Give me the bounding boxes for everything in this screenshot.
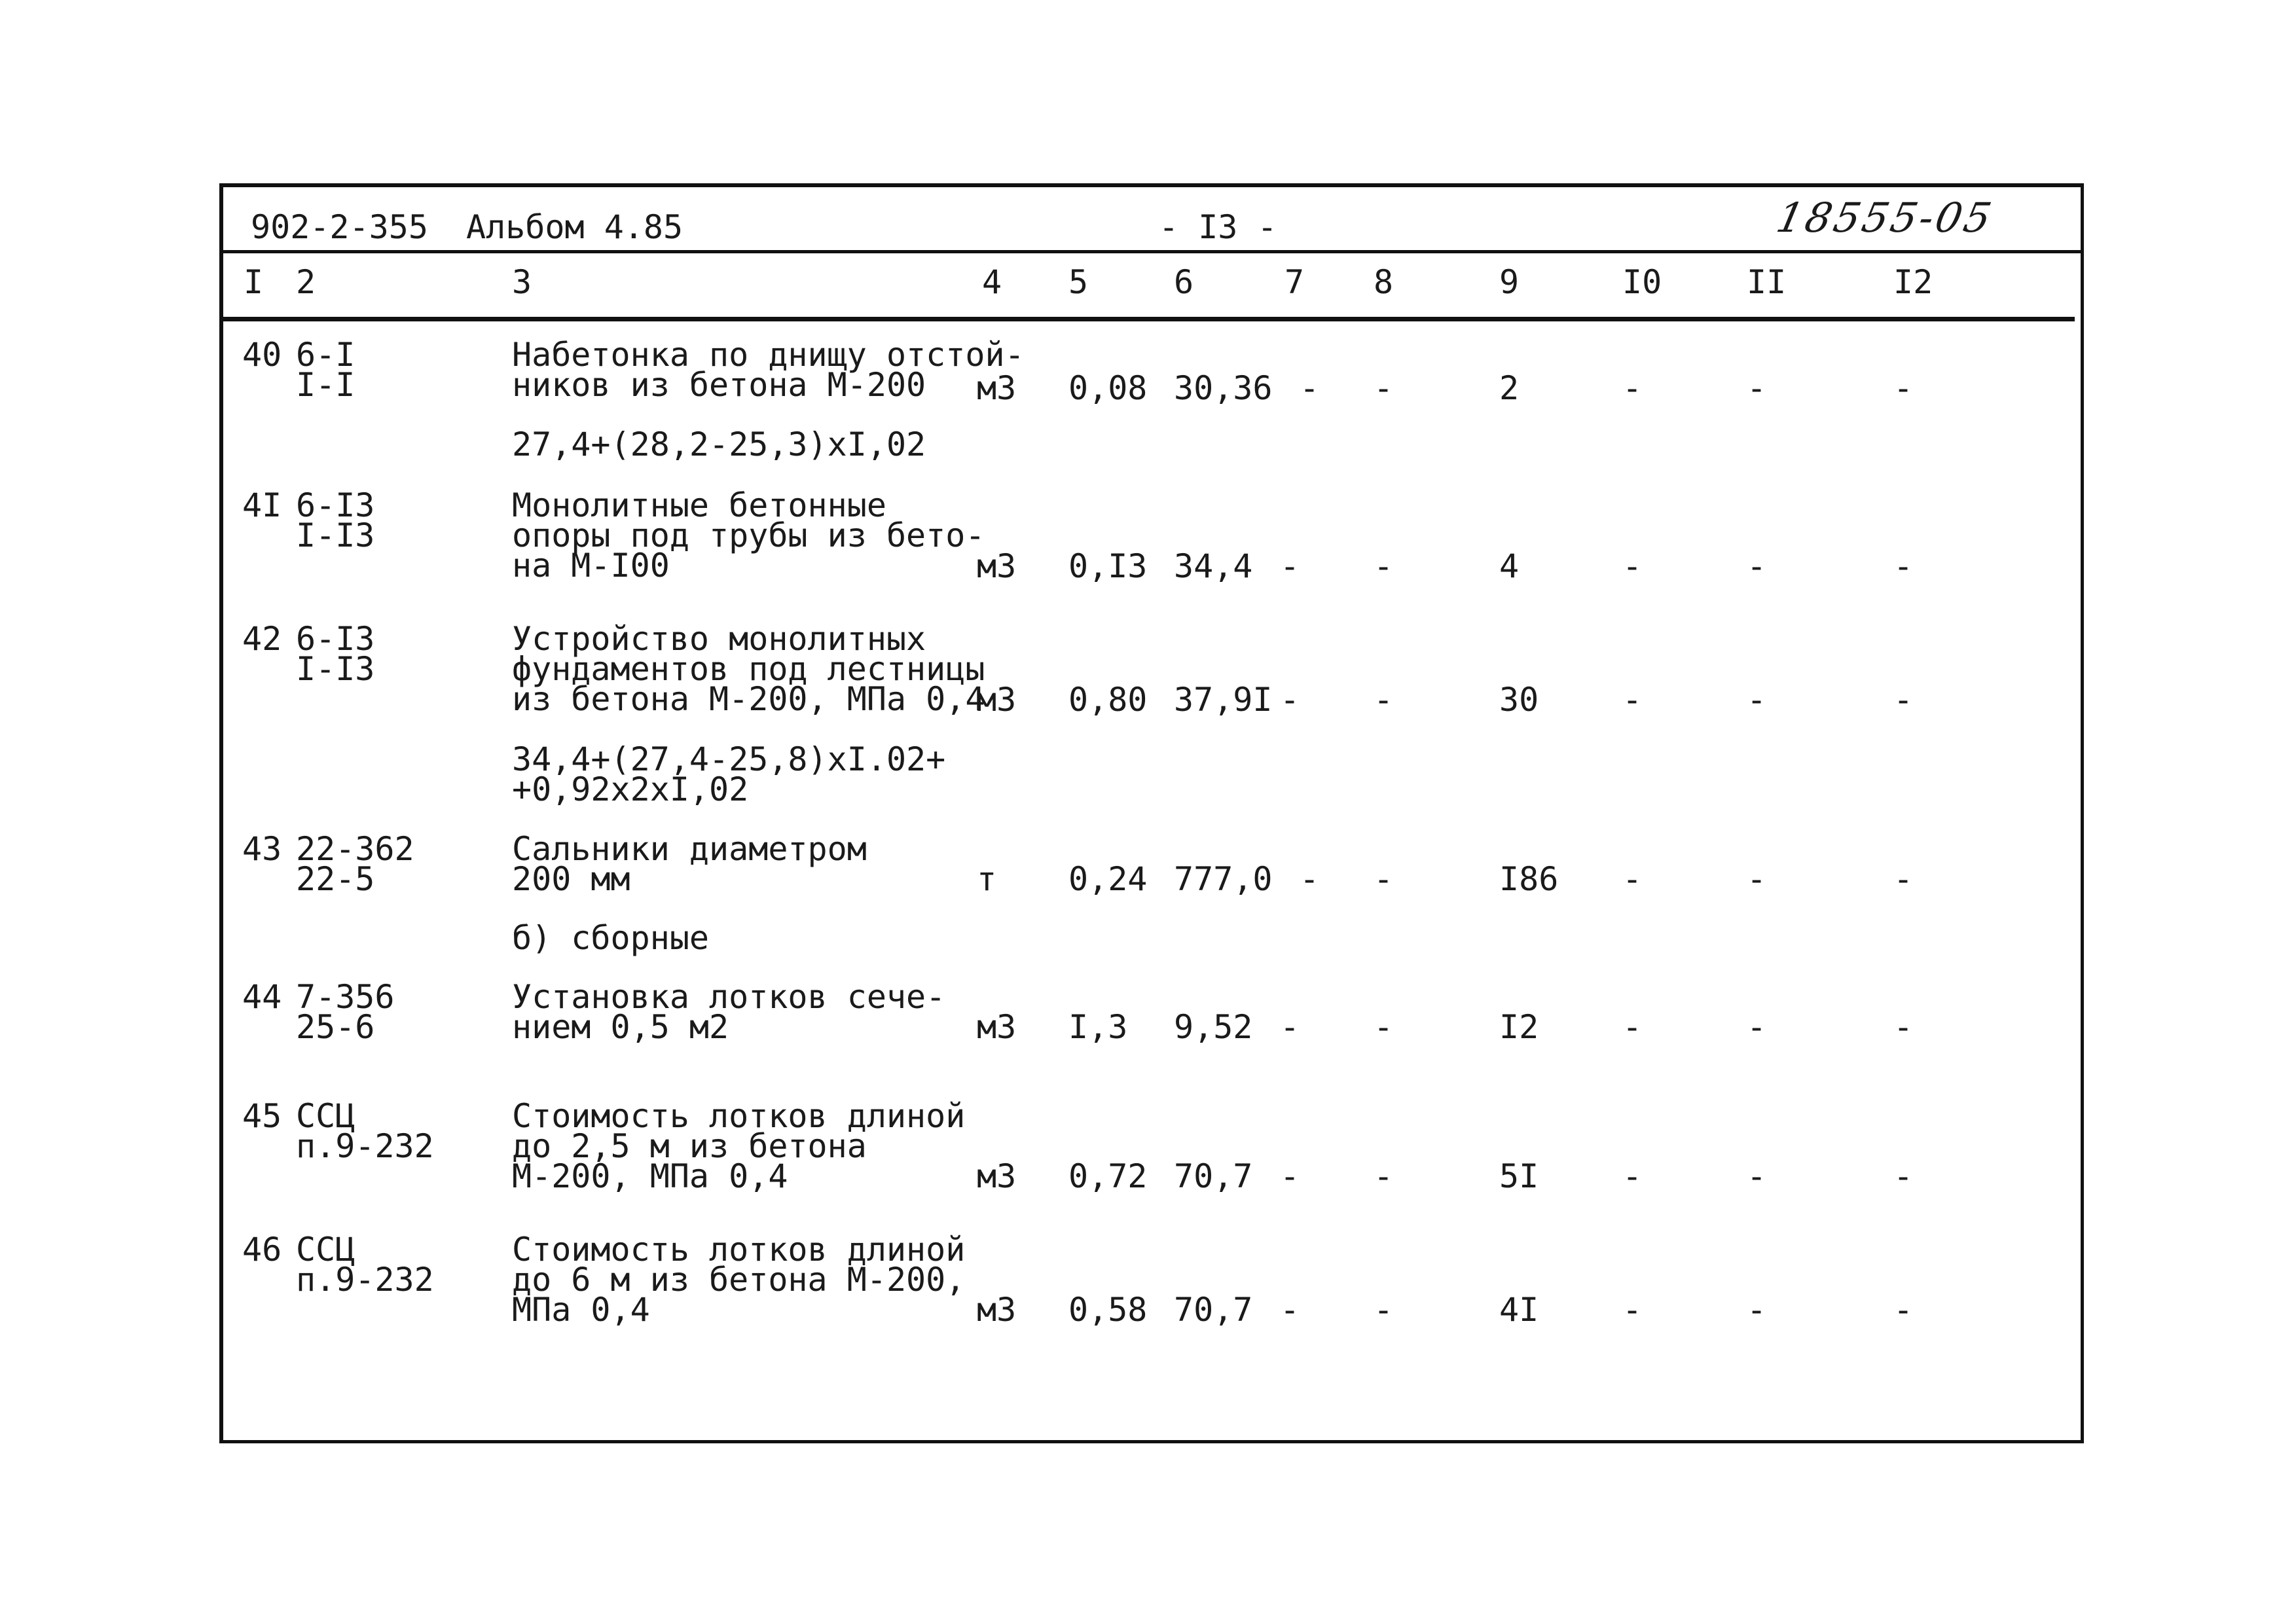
col8-value: - bbox=[1374, 1291, 1394, 1329]
unit-price: 34,4 bbox=[1174, 547, 1253, 585]
column-number: II bbox=[1747, 263, 1787, 301]
col8-value: - bbox=[1374, 1157, 1394, 1195]
col7-value: - bbox=[1300, 369, 1320, 407]
norm-code: 6-I3 bbox=[296, 620, 375, 658]
unit-price: 37,9I bbox=[1174, 681, 1273, 719]
work-description: Стоимость лотков длиной до 6 м из бетона М-200, МПа 0,4 bbox=[512, 1231, 966, 1329]
unit: м3 bbox=[977, 369, 1017, 407]
row-number: 45 bbox=[242, 1097, 282, 1135]
col12-value: - bbox=[1893, 369, 1914, 407]
work-description: Набетонка по днищу отстой- ников из бетона М-200 bbox=[512, 336, 1025, 404]
column-number: 2 bbox=[296, 263, 316, 301]
col11-value: - bbox=[1747, 681, 1767, 719]
row-number: 46 bbox=[242, 1231, 282, 1269]
quantity: 0,08 bbox=[1068, 369, 1148, 407]
col7-value: - bbox=[1280, 1157, 1300, 1195]
quantity: I,3 bbox=[1068, 1008, 1128, 1046]
col7-value: - bbox=[1280, 1008, 1300, 1046]
col12-value: - bbox=[1893, 1008, 1914, 1046]
col11-value: - bbox=[1747, 1008, 1767, 1046]
col11-value: - bbox=[1747, 1291, 1767, 1329]
col12-value: - bbox=[1893, 681, 1914, 719]
col8-value: - bbox=[1374, 681, 1394, 719]
norm-code: 6-I bbox=[296, 336, 355, 374]
page-frame bbox=[219, 183, 2084, 1443]
unit: м3 bbox=[977, 547, 1017, 585]
col12-value: - bbox=[1893, 1157, 1914, 1195]
norm-code: 7-356 bbox=[296, 978, 395, 1016]
price-code: I-I3 bbox=[296, 516, 375, 554]
col8-value: - bbox=[1374, 860, 1394, 898]
col9-value: 30 bbox=[1499, 681, 1539, 719]
col10-value: - bbox=[1622, 1157, 1643, 1195]
col10-value: - bbox=[1622, 547, 1643, 585]
column-number: 5 bbox=[1068, 263, 1089, 301]
col10-value: - bbox=[1622, 1291, 1643, 1329]
quantity: 0,72 bbox=[1068, 1157, 1148, 1195]
unit: м3 bbox=[977, 1157, 1017, 1195]
col8-value: - bbox=[1374, 369, 1394, 407]
col7-value: - bbox=[1280, 547, 1300, 585]
row-number: 4I bbox=[242, 486, 282, 524]
column-number: 6 bbox=[1174, 263, 1194, 301]
column-number: 8 bbox=[1374, 263, 1394, 301]
column-number: I0 bbox=[1622, 263, 1662, 301]
column-number: I bbox=[244, 263, 264, 301]
unit-price: 777,0 bbox=[1174, 860, 1273, 898]
col10-value: - bbox=[1622, 860, 1643, 898]
album-label: Альбом 4.85 bbox=[466, 208, 683, 246]
handwritten-doc-code: 18555-05 bbox=[1772, 194, 1998, 242]
unit: м3 bbox=[977, 1291, 1017, 1329]
col12-value: - bbox=[1893, 1291, 1914, 1329]
unit: т bbox=[977, 860, 997, 898]
row-number: 43 bbox=[242, 830, 282, 868]
doc-code: 902-2-355 bbox=[251, 208, 428, 246]
col11-value: - bbox=[1747, 860, 1767, 898]
unit: м3 bbox=[977, 681, 1017, 719]
volume-formula: 34,4+(27,4-25,8)xI.02+ +0,92x2xI,02 bbox=[512, 740, 946, 808]
col10-value: - bbox=[1622, 1008, 1643, 1046]
col8-value: - bbox=[1374, 547, 1394, 585]
col9-value: I2 bbox=[1499, 1008, 1539, 1046]
price-code: I-I3 bbox=[296, 650, 375, 688]
col11-value: - bbox=[1747, 1157, 1767, 1195]
col11-value: - bbox=[1747, 369, 1767, 407]
norm-code: 22-362 bbox=[296, 830, 414, 868]
column-header-divider bbox=[223, 317, 2075, 321]
quantity: 0,58 bbox=[1068, 1291, 1148, 1329]
work-description: Сальники диаметром 200 мм bbox=[512, 830, 867, 898]
row-number: 40 bbox=[242, 336, 282, 374]
unit-price: 9,52 bbox=[1174, 1008, 1253, 1046]
header-divider bbox=[223, 250, 2084, 253]
section-heading: б) сборные bbox=[512, 919, 710, 957]
col9-value: I86 bbox=[1499, 860, 1559, 898]
unit-price: 70,7 bbox=[1174, 1157, 1253, 1195]
col7-value: - bbox=[1280, 681, 1300, 719]
norm-code: ССЦ bbox=[296, 1231, 355, 1269]
col12-value: - bbox=[1893, 860, 1914, 898]
col10-value: - bbox=[1622, 681, 1643, 719]
column-number: 3 bbox=[512, 263, 532, 301]
column-number: I2 bbox=[1893, 263, 1933, 301]
col7-value: - bbox=[1300, 860, 1320, 898]
quantity: 0,24 bbox=[1068, 860, 1148, 898]
norm-code: 6-I3 bbox=[296, 486, 375, 524]
column-number: 9 bbox=[1499, 263, 1520, 301]
col9-value: 4I bbox=[1499, 1291, 1539, 1329]
norm-code: ССЦ bbox=[296, 1097, 355, 1135]
work-description: Стоимость лотков длиной до 2,5 м из бетона М-200, МПа 0,4 bbox=[512, 1097, 966, 1195]
col12-value: - bbox=[1893, 547, 1914, 585]
work-description: Установка лотков сече- нием 0,5 м2 bbox=[512, 978, 946, 1046]
price-code: п.9-232 bbox=[296, 1127, 434, 1165]
price-code: 25-6 bbox=[296, 1008, 375, 1046]
col9-value: 5I bbox=[1499, 1157, 1539, 1195]
unit-price: 70,7 bbox=[1174, 1291, 1253, 1329]
price-code: I-I bbox=[296, 366, 355, 404]
unit: м3 bbox=[977, 1008, 1017, 1046]
price-code: п.9-232 bbox=[296, 1261, 434, 1299]
quantity: 0,80 bbox=[1068, 681, 1148, 719]
row-number: 44 bbox=[242, 978, 282, 1016]
col10-value: - bbox=[1622, 369, 1643, 407]
quantity: 0,I3 bbox=[1068, 547, 1148, 585]
col8-value: - bbox=[1374, 1008, 1394, 1046]
col9-value: 2 bbox=[1499, 369, 1520, 407]
row-number: 42 bbox=[242, 620, 282, 658]
page-number: - I3 - bbox=[1159, 208, 1277, 246]
volume-formula: 27,4+(28,2-25,3)xI,02 bbox=[512, 425, 926, 463]
col9-value: 4 bbox=[1499, 547, 1520, 585]
price-code: 22-5 bbox=[296, 860, 375, 898]
work-description: Устройство монолитных фундаментов под лестницы из бетона М-200, МПа 0,4 bbox=[512, 620, 985, 718]
unit-price: 30,36 bbox=[1174, 369, 1273, 407]
column-number: 4 bbox=[982, 263, 1002, 301]
work-description: Монолитные бетонные опоры под трубы из бето- на М-I00 bbox=[512, 486, 985, 585]
col11-value: - bbox=[1747, 547, 1767, 585]
column-number: 7 bbox=[1285, 263, 1305, 301]
col7-value: - bbox=[1280, 1291, 1300, 1329]
